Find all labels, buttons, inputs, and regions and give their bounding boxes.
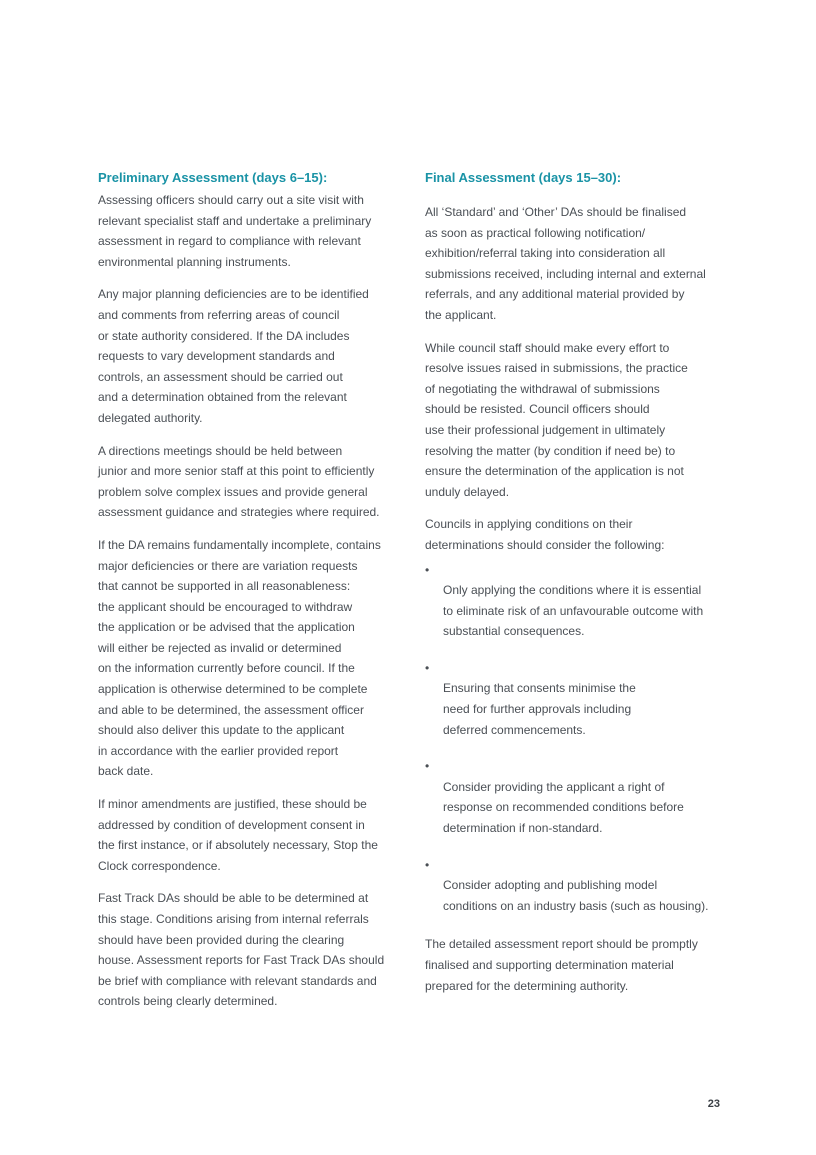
preliminary-assessment-heading: Preliminary Assessment (days 6–15): bbox=[98, 170, 328, 185]
final-assessment-heading: Final Assessment (days 15–30): bbox=[425, 170, 622, 185]
left-paragraph-1: Assessing officers should carry out a site visit with relevant specialist staff and undertake a preliminary assessment in regard to compliance with relevant environmental planning instruments. bbox=[98, 193, 372, 269]
bullet-dot-icon: • bbox=[425, 857, 430, 872]
bullet-dot-icon: • bbox=[425, 759, 430, 774]
bullet-text: Ensuring that consents minimise the need for further approvals including deferred commencements. bbox=[443, 681, 636, 737]
right-column bbox=[425, 169, 725, 1008]
right-paragraph-2: While council staff should make every effort to resolve issues raised in submissions, the practice of negotiating the withdrawal of submissions should be resisted. Council officers should use their professional judgement in ultimately resolving the matter (by condition if need be) to ensure the determination of the application is not unduly delayed. bbox=[425, 340, 688, 499]
bullet-dot-icon: • bbox=[425, 562, 430, 577]
bullet-item bbox=[425, 756, 725, 838]
left-paragraph-6: Fast Track DAs should be able to be determined at this stage. Conditions arising from internal referrals should have been provided during the clearing house. Assessment reports for Fast Track DAs should be brief with compliance with relevant standards and controls being clearly determined. bbox=[98, 891, 385, 1009]
bullet-item bbox=[425, 560, 725, 642]
left-paragraph-3: A directions meetings should be held between junior and more senior staff at this point to efficiently problem solve complex issues and provide general assessment guidance and strategies where required. bbox=[98, 443, 380, 520]
bullet-text: Consider adopting and publishing model conditions on an industry basis (such as housing). bbox=[443, 878, 709, 913]
bullet-dot-icon: • bbox=[425, 660, 430, 675]
left-paragraph-2: Any major planning deficiencies are to be identified and comments from referring areas of council or state authority considered. If the DA includes requests to vary development standards and controls, an assessment should be carried out and a determination obtained from the relevant delegated authority. bbox=[98, 287, 369, 425]
bullet-text: Consider providing the applicant a right of response on recommended conditions before determination if non-standard. bbox=[443, 779, 684, 836]
bullet-item bbox=[425, 658, 725, 740]
page-number: 23 bbox=[707, 1098, 720, 1110]
left-column bbox=[98, 169, 398, 1024]
left-paragraph-5: If minor amendments are justified, these should be addressed by condition of development consent in the first instance, or if absolutely necessary, Stop the Clock correspondence. bbox=[98, 797, 378, 873]
bullet-text: Only applying the conditions where it is essential to eliminate risk of an unfavourable outcome with substantial consequences. bbox=[443, 583, 704, 639]
conditions-bullet-list bbox=[425, 560, 725, 917]
right-closing-paragraph: The detailed assessment report should be promptly finalised and supporting determination material prepared for the determining authority. bbox=[425, 937, 698, 993]
bullet-item bbox=[425, 855, 725, 917]
right-paragraph-3: Councils in applying conditions on their determinations should consider the following: bbox=[425, 517, 665, 552]
left-paragraph-4: If the DA remains fundamentally incomplete, contains major deficiencies or there are variation requests that cannot be supported in all reasonableness: the applicant should be encouraged to withdraw the application or be advised that the application will either be rejected as invalid or determined on the information currently before council. If the application is otherwise determined to be complete and able to be determined, the assessment officer should also deliver this update to the applicant in accordance with the earlier provided report back date. bbox=[98, 537, 381, 779]
right-paragraph-1: All ‘Standard’ and ‘Other’ DAs should be finalised as soon as practical following notification/ exhibition/referral taking into consideration all submissions received, including internal and external referrals, and any additional material provided by the applicant. bbox=[425, 205, 706, 322]
